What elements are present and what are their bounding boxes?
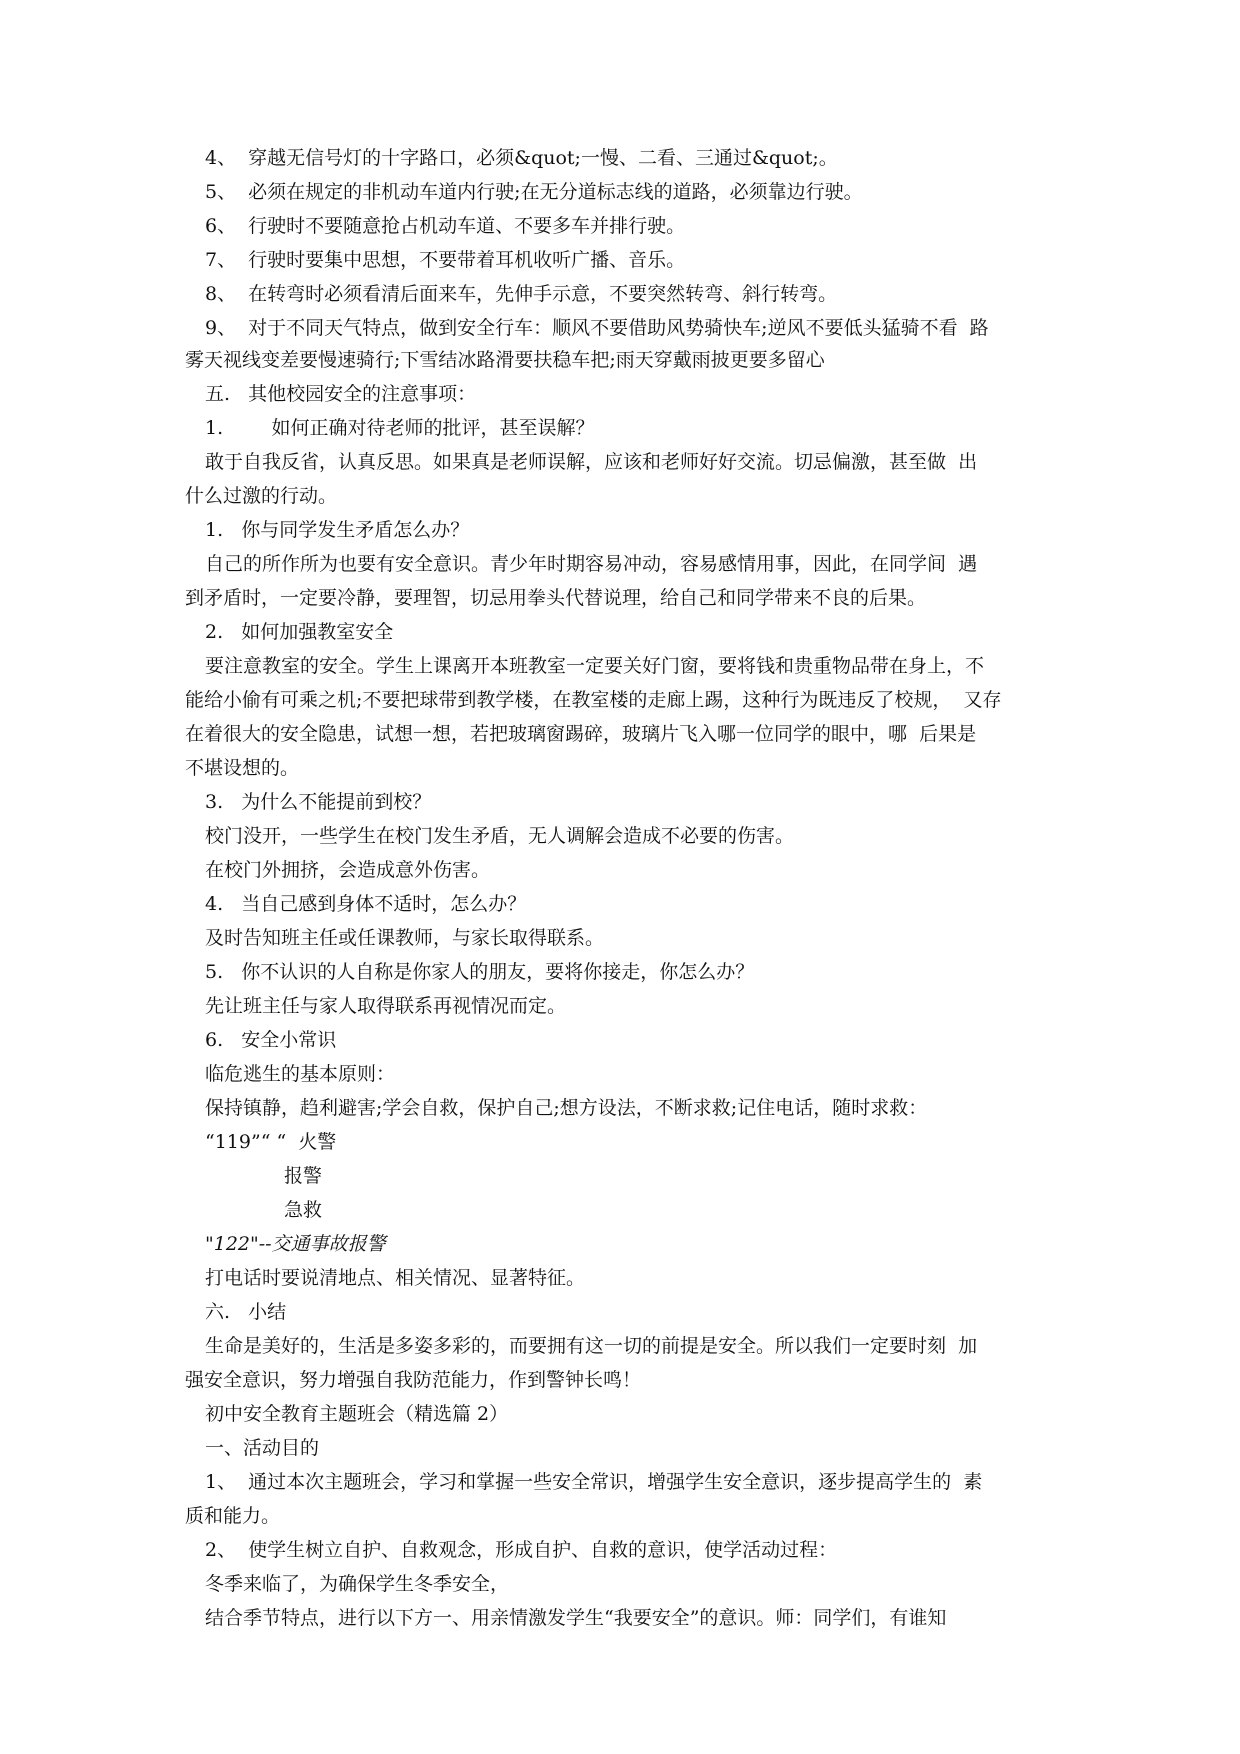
phone-line-122: "122"--交通事故报警 [205, 1233, 386, 1255]
list-item-4: 4、 穿越无信号灯的十字路口，必须&quot;一慢、二看、三通过&quot;。 [205, 147, 838, 169]
paragraph-line: 在校门外拥挤，会造成意外伤害。 [205, 859, 491, 881]
paragraph-line: 质和能力。 [185, 1505, 281, 1527]
list-item-1: 1、 通过本次主题班会，学习和掌握一些安全常识，增强学生安全意识，逐步提高学生的 素 [205, 1471, 983, 1493]
question-heading: 1. 你与同学发生矛盾怎么办？ [205, 519, 470, 541]
paragraph-line: 雾天视线变差要慢速骑行;下雪结冰路滑要扶稳车把;雨天穿戴雨披更要多留心 [185, 349, 825, 371]
phone-line-119: “119”“ “ 火警 [205, 1131, 337, 1153]
paragraph-line: 生命是美好的，生活是多姿多彩的，而要拥有这一切的前提是安全。所以我们一定要时刻 加 [205, 1335, 978, 1357]
paragraph-line: 冬季来临了，为确保学生冬季安全， [205, 1573, 510, 1595]
paragraph-line: 保持镇静，趋利避害;学会自救，保护自己;想方设法，不断求救;记住电话，随时求救： [205, 1097, 928, 1119]
paragraph-line: 结合季节特点，进行以下方一、用亲情激发学生“我要安全”的意识。师：同学们，有谁知 [205, 1607, 947, 1629]
paragraph-line: 不堪设想的。 [185, 757, 300, 779]
paragraph-line: 到矛盾时，一定要冷静，要理智，切忌用拳头代替说理，给自己和同学带来不良的后果。 [185, 587, 927, 609]
section-heading-1: 一、活动目的 [205, 1437, 320, 1459]
phone-line-emergency: 急救 [284, 1199, 323, 1221]
question-heading: 3. 为什么不能提前到校？ [205, 791, 432, 813]
list-item-8: 8、 在转弯时必须看清后面来车，先伸手示意，不要突然转弯、斜行转弯。 [205, 283, 838, 305]
paragraph-line: 在着很大的安全隐患，试想一想，若把玻璃窗踢碎，玻璃片飞入哪一位同学的眼中，哪 后果是 [185, 723, 977, 745]
list-item-7: 7、 行驶时要集中思想，不要带着耳机收听广播、音乐。 [205, 249, 686, 271]
list-item-6: 6、 行驶时不要随意抢占机动车道、不要多车并排行驶。 [205, 215, 686, 237]
question-heading: 4. 当自己感到身体不适时，怎么办？ [205, 893, 527, 915]
question-heading: 5. 你不认识的人自称是你家人的朋友，要将你接走，你怎么办？ [205, 961, 755, 983]
paragraph-line: 敢于自我反省，认真反思。如果真是老师误解，应该和老师好好交流。切忌偏激，甚至做 出 [205, 451, 978, 473]
list-item-2: 2、 使学生树立自护、自救观念，形成自护、自救的意识，使学活动过程： [205, 1539, 838, 1561]
question-heading: 2. 如何加强教室安全 [205, 621, 394, 643]
paragraph-line: 要注意教室的安全。学生上课离开本班教室一定要关好门窗，要将钱和贵重物品带在身上，不 [205, 655, 985, 677]
paragraph-line: 自己的所作所为也要有安全意识。青少年时期容易冲动，容易感情用事，因此，在同学间 遇 [205, 553, 978, 575]
paragraph-line: 校门没开，一些学生在校门发生矛盾，无人调解会造成不必要的伤害。 [205, 825, 795, 847]
question-heading: 1. 如何正确对待老师的批评，甚至误解？ [205, 417, 595, 439]
paragraph-line: 先让班主任与家人取得联系再视情况而定。 [205, 995, 567, 1017]
paragraph-line: 及时告知班主任或任课教师，与家长取得联系。 [205, 927, 605, 949]
section-heading-6: 六. 小结 [205, 1301, 287, 1323]
paragraph-line: 强安全意识，努力增强自我防范能力，作到警钟长鸣！ [185, 1369, 642, 1391]
list-item-5: 5、 必须在规定的非机动车道内行驶;在无分道标志线的道路，必须靠边行驶。 [205, 181, 863, 203]
paragraph-line: 打电话时要说清地点、相关情况、显著特征。 [205, 1267, 586, 1289]
question-heading: 6. 安全小常识 [205, 1029, 337, 1051]
paragraph-line: 临危逃生的基本原则： [205, 1063, 396, 1085]
list-item-9: 9、 对于不同天气特点，做到安全行车：顺风不要借助风势骑快车;逆风不要低头猛骑不看 路 [205, 317, 989, 339]
paragraph-line: 能给小偷有可乘之机;不要把球带到教学楼，在教室楼的走廊上踢，这种行为既违反了校规， 又存 [185, 689, 1002, 711]
article-title: 初中安全教育主题班会（精选篇 2） [205, 1403, 509, 1425]
section-heading-5: 五. 其他校园安全的注意事项： [205, 383, 477, 405]
paragraph-line: 什么过激的行动。 [185, 485, 338, 507]
phone-line-police: 报警 [284, 1165, 323, 1187]
